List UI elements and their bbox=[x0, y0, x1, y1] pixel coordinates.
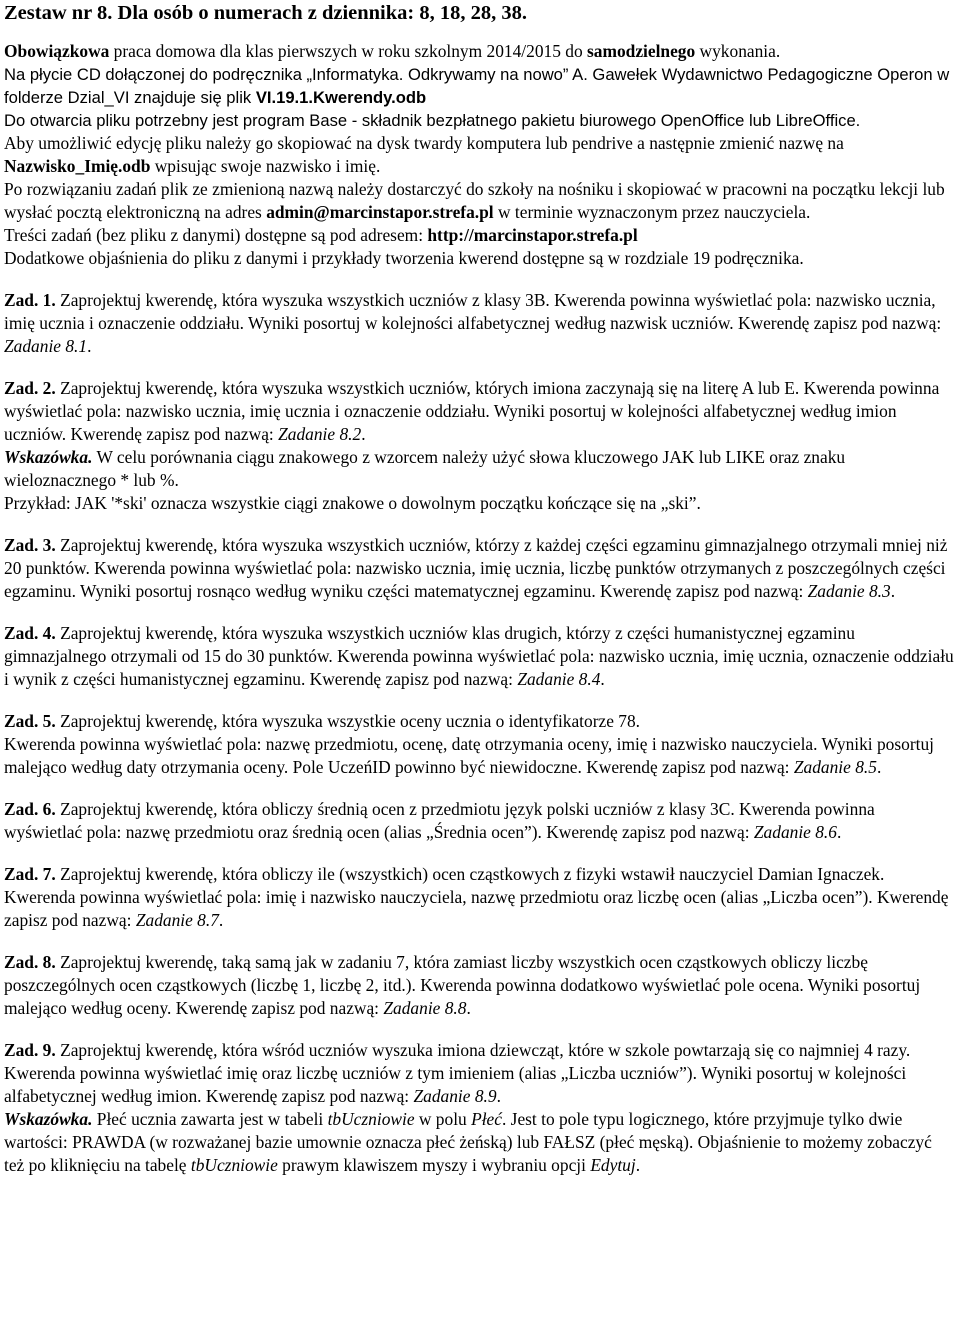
task-label: Zad. 1. bbox=[4, 290, 56, 310]
task-label: Zad. 7. bbox=[4, 864, 56, 884]
task-label: Zad. 8. bbox=[4, 952, 56, 972]
task-label: Zad. 3. bbox=[4, 535, 56, 555]
hint: Wskazówka. W celu porównania ciągu znakowego z wzorcem należy użyć słowa kluczowego JAK lub LIKE oraz znaku wieloznacznego * lub %. bbox=[4, 447, 846, 490]
task-7: Zad. 7. Zaprojektuj kwerendę, która obliczy ile (wszystkich) ocen cząstkowych z fizyki wstawił nauczyciel Damian Ignaczek. Kwerenda powinna wyświetlać pola: imię i nazwisko nauczyciela, nazwę przedmiotu oraz liczbę ocen (alias „Liczba ocen”). Kwerendę zapisz pod nazwą: Zadanie 8.7. bbox=[4, 864, 949, 930]
intro-section bbox=[4, 40, 956, 270]
query-name: Zadanie 8.3 bbox=[807, 581, 891, 601]
table-name: tbUczniowie bbox=[327, 1109, 415, 1129]
document-page bbox=[4, 0, 956, 1177]
task-label: Zad. 4. bbox=[4, 623, 56, 643]
query-name: Zadanie 8.2 bbox=[278, 424, 362, 444]
target-file-name: Nazwisko_Imię.odb bbox=[4, 156, 151, 176]
intro-paragraph-5: Po rozwiązaniu zadań plik ze zmienioną nazwą należy dostarczyć do szkoły na nośniku i skopiować w pracowni na początku lekcji lub wysłać pocztą elektroniczną na adres admin@marcinstapor.strefa.pl w terminie wyznaczonym przez nauczyciela. bbox=[4, 179, 945, 222]
file-name: VI.19.1.Kwerendy.odb bbox=[255, 88, 427, 107]
task-4: Zad. 4. Zaprojektuj kwerendę, która wyszuka wszystkich uczniów klas drugich, którzy z części humanistycznej egzaminu gimnazjalnego otrzymali od 15 do 30 punktów. Kwerenda powinna wyświetlać pola: nazwisko ucznia, imię ucznia, oznaczenie oddziału i wynik z części humanistycznej egzaminu. Kwerendę zapisz pod nazwą: Zadanie 8.4. bbox=[4, 623, 954, 689]
task-9: Zad. 9. Zaprojektuj kwerendę, która wśród uczniów wyszuka imiona dziewcząt, które w szkole powtarzają się co najmniej 4 razy. Kwerenda powinna wyświetlać imię oraz liczbę uczniów z tym imieniem (alias „Liczba uczniów”). Wyniki posortuj w kolejności alfabetycznej według imion. Kwerendę zapisz pod nazwą: Zadanie 8.9. Wskazówka. Płeć ucznia zawarta jest w tabeli tbUczniowie w polu Płeć. Jest to pole typu logicznego, które przyjmuje tylko dwie wartości: PRAWDA (w rozważanej bazie umownie oznacza płeć żeńską) lub FAŁSZ (płeć męską). Objaśnienie to możemy zobaczyć też po kliknięciu na tabelę tbUczniowie prawym klawiszem myszy i wybraniu opcji Edytuj. bbox=[4, 1039, 956, 1177]
intro-paragraph-3: Do otwarcia pliku potrzebny jest program Base - składnik bezpłatnego pakietu biurowego OpenOffice lub LibreOffice. bbox=[4, 111, 861, 130]
query-name: Zadanie 8.5 bbox=[793, 757, 877, 777]
task-label: Zad. 9. bbox=[4, 1040, 56, 1060]
example: Przykład: JAK '*ski' oznacza wszystkie ciągi znakowe o dowolnym początku kończące się na „ski”. bbox=[4, 493, 701, 513]
field-name: Płeć bbox=[471, 1109, 502, 1129]
page-title: Zestaw nr 8. Dla osób o numerach z dziennika: 8, 18, 28, 38. bbox=[4, 2, 527, 24]
task-8: Zad. 8. Zaprojektuj kwerendę, taką samą jak w zadaniu 7, która zamiast liczby wszystkich ocen cząstkowych obliczy liczbę poszczególnych ocen cząstkowych (liczbę 1, liczbę 2, itd.). Kwerenda powinna dodatkowo wyświetlać pole ocena. Wyniki posortuj malejąco według oceny. Kwerendę zapisz pod nazwą: Zadanie 8.8. bbox=[4, 952, 921, 1018]
hint: Wskazówka. Płeć ucznia zawarta jest w tabeli tbUczniowie w polu Płeć. Jest to pole typu logicznego, które przyjmuje tylko dwie wartości: PRAWDA (w rozważanej bazie umownie oznacza płeć żeńską) lub FAŁSZ (płeć męską). Objaśnienie to możemy zobaczyć też po kliknięciu na tabelę tbUczniowie prawym klawiszem myszy i wybraniu opcji Edytuj. bbox=[4, 1109, 932, 1175]
task-3: Zad. 3. Zaprojektuj kwerendę, która wyszuka wszystkich uczniów, którzy z każdej części egzaminu gimnazjalnego otrzymali mniej niż 20 punktów. Kwerenda powinna wyświetlać pola: nazwisko ucznia, imię ucznia, liczbę punktów otrzymanych z poszczególnych części egzaminu. Wyniki posortuj rosnąco według wyniku części matematycznej egzaminu. Kwerendę zapisz pod nazwą: Zadanie 8.3. bbox=[4, 535, 948, 601]
bold-obowiazkowa: Obowiązkowa bbox=[4, 41, 110, 61]
intro-paragraph-7: Dodatkowe objaśnienia do pliku z danymi i przykłady tworzenia kwerend dostępne są w rozdziale 19 podręcznika. bbox=[4, 248, 804, 268]
task-label: Zad. 5. bbox=[4, 711, 56, 731]
intro-paragraph-4: Aby umożliwić edycję pliku należy go skopiować na dysk twardy komputera lub pendrive a następnie zmienić nazwę na Nazwisko_Imię.odb wpisując swoje nazwisko i imię. bbox=[4, 133, 844, 176]
task-2: Zad. 2. Zaprojektuj kwerendę, która wyszuka wszystkich uczniów, których imiona zaczynają się na literę A lub E. Kwerenda powinna wyświetlać pola: nazwisko ucznia, imię ucznia i oznaczenie oddziału. Wyniki posortuj w kolejności alfabetycznej według imion uczniów. Kwerendę zapisz pod nazwą: Zadanie 8.2. Wskazówka. W celu porównania ciągu znakowego z wzorcem należy użyć słowa kluczowego JAK lub LIKE oraz znaku wieloznacznego * lub %. Przykład: JAK '*ski' oznacza wszystkie ciągi znakowe o dowolnym początku kończące się na „ski”. bbox=[4, 377, 956, 515]
intro-paragraph-1: Obowiązkowa praca domowa dla klas pierwszych w roku szkolnym 2014/2015 do samodzielnego wykonania. bbox=[4, 41, 781, 61]
query-name: Zadanie 8.1 bbox=[4, 336, 88, 356]
query-name: Zadanie 8.6 bbox=[753, 822, 837, 842]
query-name: Zadanie 8.8 bbox=[383, 998, 467, 1018]
option-name: Edytuj bbox=[590, 1155, 636, 1175]
task-1: Zad. 1. Zaprojektuj kwerendę, która wyszuka wszystkich uczniów z klasy 3B. Kwerenda powinna wyświetlać pola: nazwisko ucznia, imię ucznia i oznaczenie oddziału. Wyniki posortuj w kolejności alfabetycznej według nazwisk uczniów. Kwerendę zapisz pod nazwą: Zadanie 8.1. bbox=[4, 290, 942, 356]
hint-label: Wskazówka. bbox=[4, 447, 93, 467]
query-name: Zadanie 8.9 bbox=[413, 1086, 497, 1106]
query-name: Zadanie 8.4 bbox=[517, 669, 601, 689]
query-name: Zadanie 8.7 bbox=[135, 910, 219, 930]
intro-paragraph-6: Treści zadań (bez pliku z danymi) dostępne są pod adresem: http://marcinstapor.strefa.pl bbox=[4, 225, 638, 245]
website-url: http://marcinstapor.strefa.pl bbox=[427, 225, 638, 245]
hint-label: Wskazówka. bbox=[4, 1109, 93, 1129]
intro-paragraph-2: Na płycie CD dołączonej do podręcznika „Informatyka. Odkrywamy na nowo” A. Gawełek Wydawnictwo Pedagogiczne Operon w folderze Dzial_VI znajduje się plik VI.19.1.Kwerendy.odb bbox=[4, 65, 950, 107]
task-6: Zad. 6. Zaprojektuj kwerendę, która obliczy średnią ocen z przedmiotu język polski uczniów z klasy 3C. Kwerenda powinna wyświetlać pola: nazwę przedmiotu oraz średnią ocen (alias „Średnia ocen”). Kwerendę zapisz pod nazwą: Zadanie 8.6. bbox=[4, 799, 875, 842]
bold-samodzielnego: samodzielnego bbox=[587, 41, 696, 61]
task-5: Zad. 5. Zaprojektuj kwerendę, która wyszuka wszystkie oceny ucznia o identyfikatorze 78. Kwerenda powinna wyświetlać pola: nazwę przedmiotu, ocenę, datę otrzymania oceny, imię i nazwisko nauczyciela. Wyniki posortuj malejąco według daty otrzymania oceny. Pole UczeńID powinno być niewidoczne. Kwerendę zapisz pod nazwą: Zadanie 8.5. bbox=[4, 711, 934, 777]
email-address: admin@marcinstapor.strefa.pl bbox=[266, 202, 494, 222]
table-name: tbUczniowie bbox=[190, 1155, 278, 1175]
task-label: Zad. 6. bbox=[4, 799, 56, 819]
task-label: Zad. 2. bbox=[4, 378, 56, 398]
